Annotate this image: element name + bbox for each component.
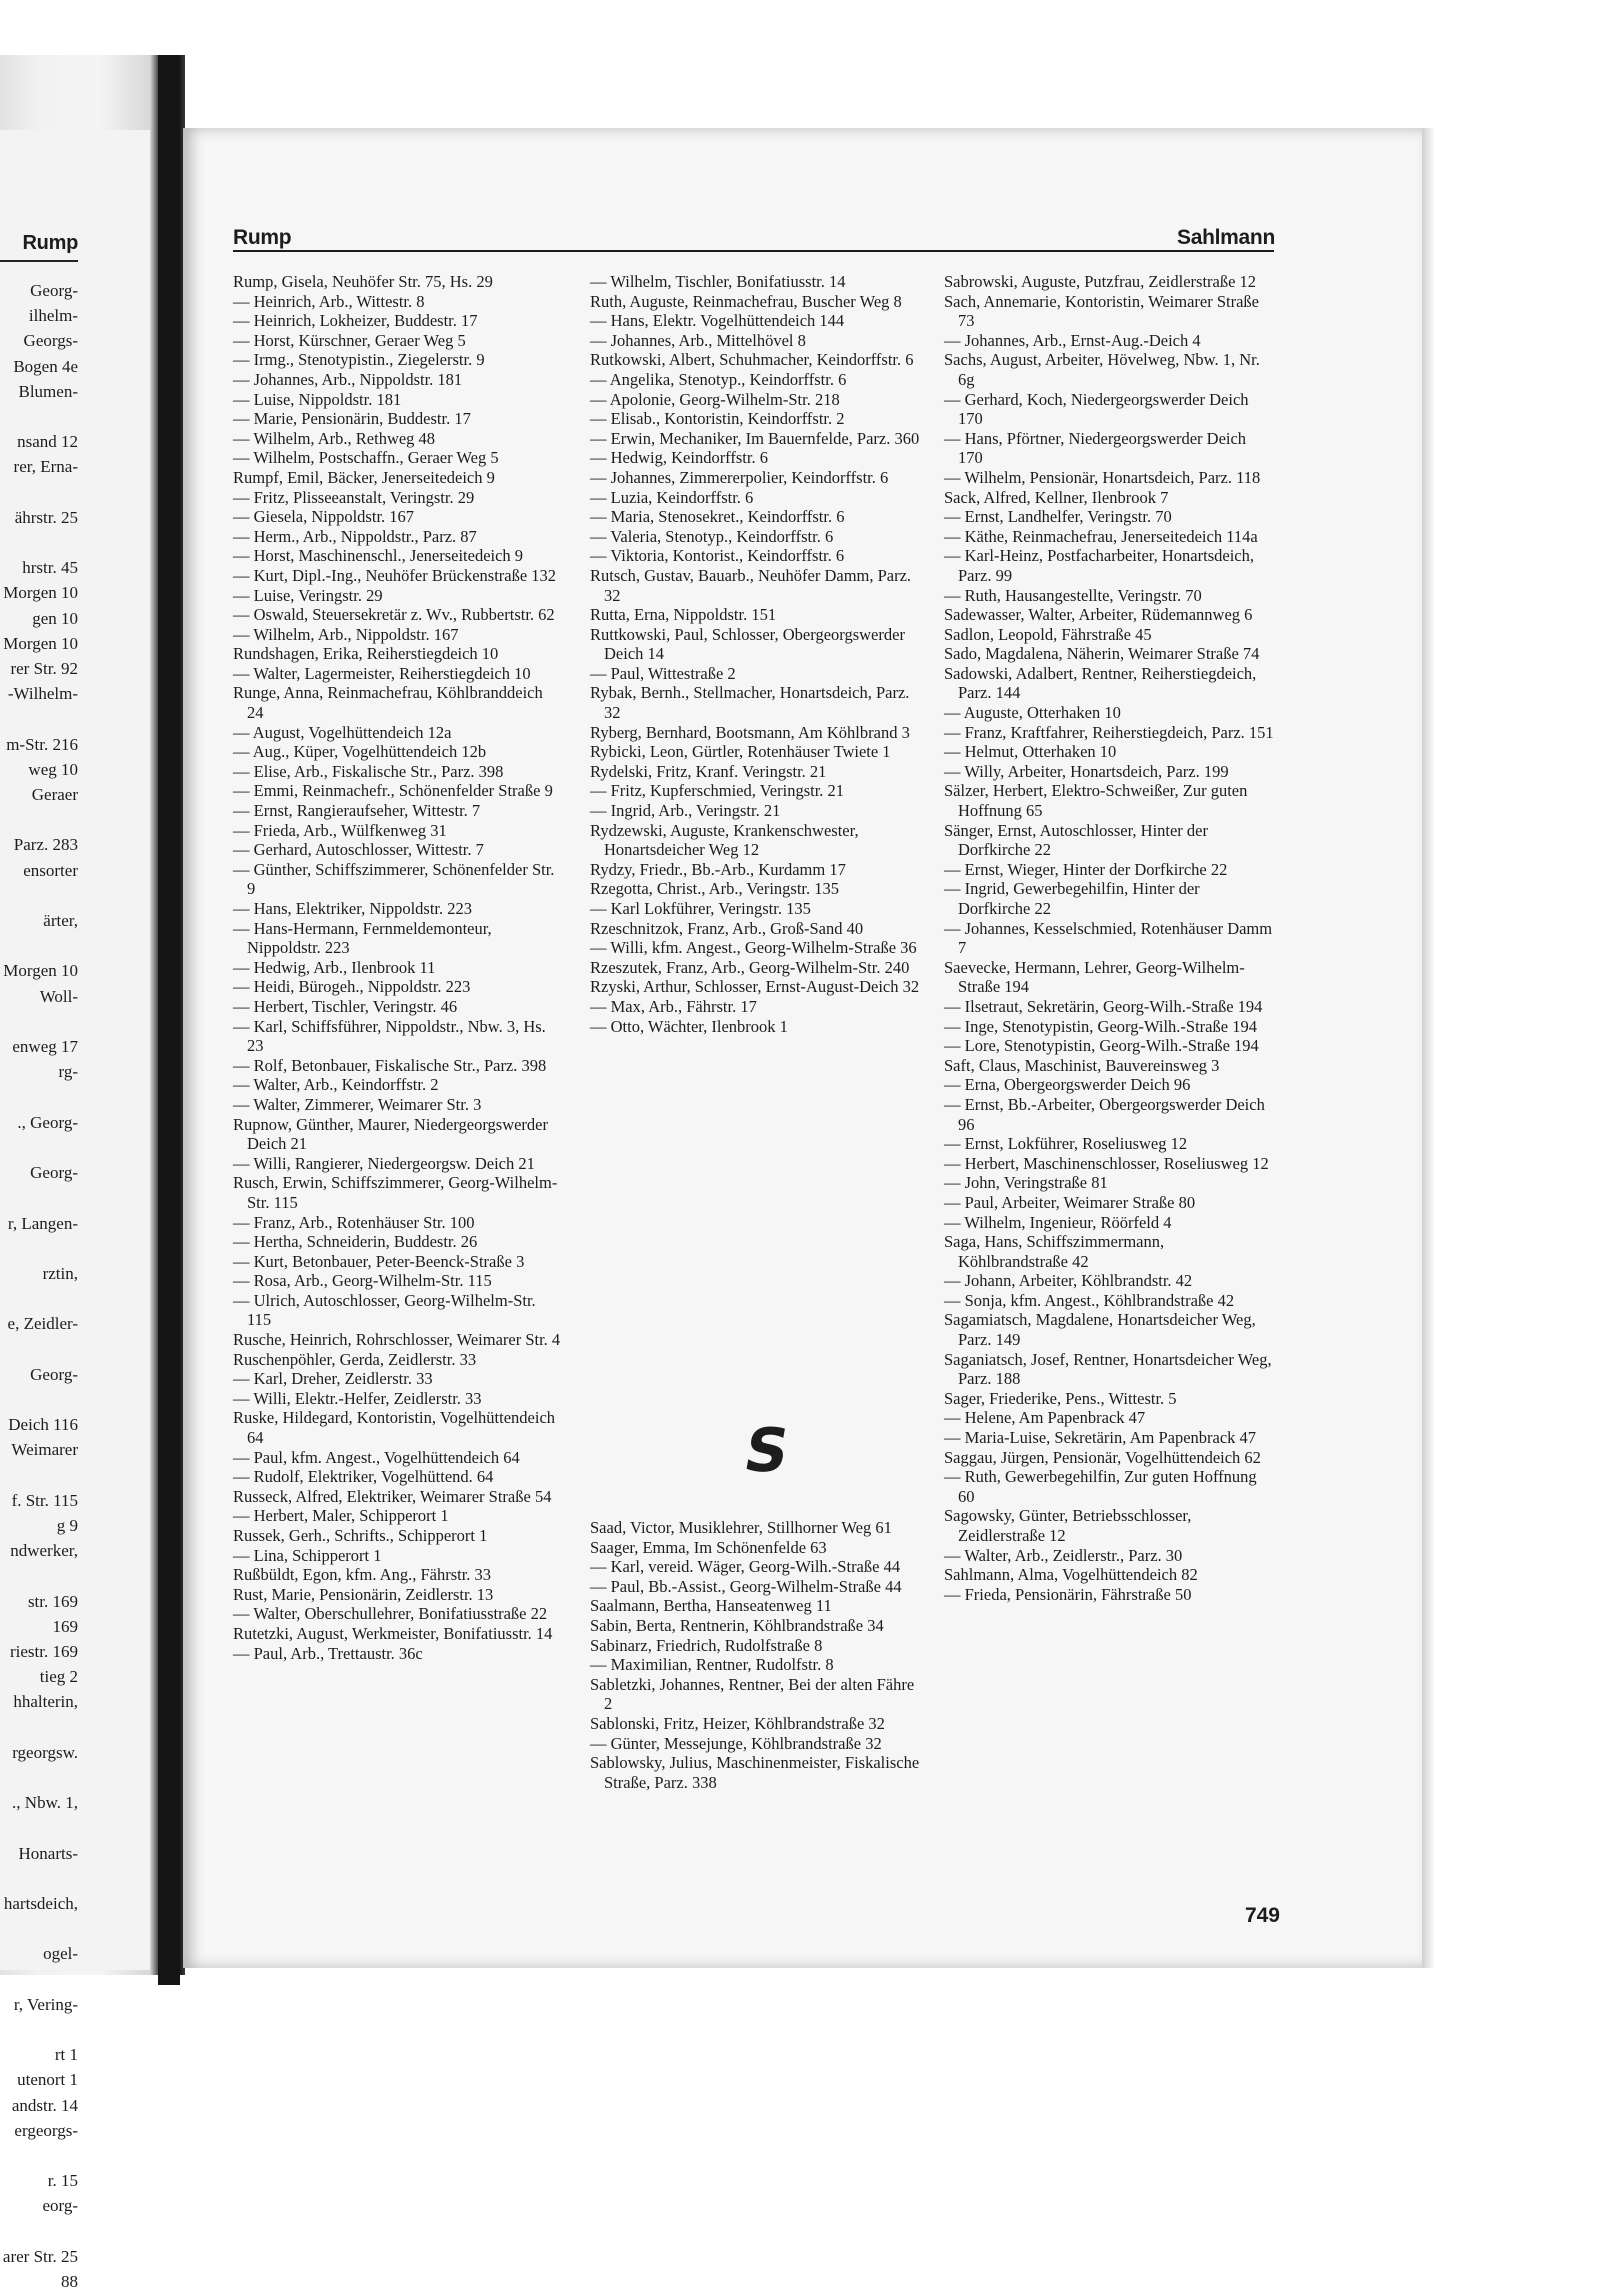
- directory-entry: — Marie, Pensionärin, Buddestr. 17: [233, 409, 471, 429]
- previous-page-line: Woll-: [39, 986, 78, 1006]
- previous-page-line: [0, 1009, 78, 1034]
- directory-entry: — Ulrich, Autoschlosser, Georg-Wilhelm-Str. 115: [233, 1290, 536, 1330]
- directory-entry: — Max, Arb., Fährstr. 17: [590, 996, 757, 1016]
- directory-entry: — Karl, Dreher, Zeidlerstr. 33: [233, 1369, 433, 1389]
- directory-entry: — Hertha, Schneiderin, Buddestr. 26: [233, 1232, 478, 1252]
- previous-page-line: rztin,: [42, 1263, 78, 1283]
- previous-page-line: ilhelm-: [28, 306, 78, 326]
- previous-page-line: utenort 1: [17, 2070, 78, 2090]
- previous-page-line: [0, 1236, 78, 1261]
- previous-page-line: ., Nbw. 1,: [12, 1793, 78, 1813]
- directory-entry: — Franz, Arb., Rotenhäuser Str. 100: [233, 1212, 475, 1232]
- directory-entry: — Helmut, Otterhaken 10: [944, 742, 1117, 762]
- directory-entry: — Hedwig, Keindorffstr. 6: [590, 448, 768, 468]
- previous-page-line: Geraer: [31, 785, 78, 805]
- directory-entry: — Fritz, Kupferschmied, Veringstr. 21: [590, 781, 845, 801]
- directory-entry: Saalmann, Bertha, Hanseatenweg 11: [590, 1596, 832, 1616]
- directory-entry: — Willy, Arbeiter, Honartsdeich, Parz. 199: [944, 761, 1229, 781]
- directory-entry: Ruschenpöhler, Gerda, Zeidlerstr. 33: [233, 1349, 477, 1369]
- previous-page-line: andstr. 14: [11, 2095, 78, 2115]
- directory-entry: — Erna, Obergeorgswerder Deich 96: [944, 1075, 1191, 1095]
- previous-page-line: enweg 17: [12, 1037, 78, 1057]
- directory-entry: Saager, Emma, Im Schönenfelde 63: [590, 1537, 827, 1557]
- previous-page-line: Bogen 4e: [13, 356, 78, 376]
- directory-entry: — Hans, Elektriker, Nippoldstr. 223: [233, 899, 473, 918]
- previous-page-line: str. 169: [27, 1591, 78, 1611]
- directory-entry: — Wilhelm, Postschaffn., Geraer Weg 5: [233, 448, 499, 468]
- previous-page-line: [0, 1715, 78, 1740]
- directory-entry: Rutkowski, Albert, Schuhmacher, Keindorffstr. 6: [590, 350, 914, 370]
- directory-entry: Sälzer, Herbert, Elektro-Schweißer, Zur guten Hoffnung 65: [944, 781, 1248, 821]
- previous-page-line: arer Str. 25: [2, 2246, 78, 2266]
- directory-entry: — Hans, Elektr. Vogelhüttendeich 144: [590, 311, 845, 331]
- page-edge: [1422, 128, 1434, 1968]
- directory-entry: — Franz, Kraftfahrer, Reiherstiegdeich, Parz. 151: [944, 722, 1274, 742]
- directory-entry: — Otto, Wächter, Ilenbrook 1: [590, 1016, 788, 1036]
- previous-page-line: rg-: [58, 1062, 78, 1082]
- directory-entry: Rzegotta, Christ., Arb., Veringstr. 135: [590, 879, 840, 899]
- directory-entry: — Irmg., Stenotypistin., Ziegelerstr. 9: [233, 350, 485, 370]
- directory-entry: Sachs, August, Arbeiter, Hövelweg, Nbw. 1, Nr. 6g: [944, 350, 1260, 389]
- directory-entry: — Emmi, Reinmachefr., Schönenfelder Straße 9: [233, 781, 553, 801]
- previous-page-line: [0, 933, 78, 958]
- directory-entry: — Ruth, Gewerbegehilfin, Zur guten Hoffnung 60: [944, 1467, 1257, 1506]
- directory-entry: — Helene, Am Papenbrack 47: [944, 1408, 1146, 1428]
- directory-entry: — Paul, Arb., Trettaustr. 36c: [233, 1643, 423, 1663]
- directory-entry: — Ernst, Wieger, Hinter der Dorfkirche 22: [944, 859, 1228, 879]
- directory-entry: — Kurt, Betonbauer, Peter-Beenck-Straße 3: [233, 1251, 525, 1271]
- directory-entry: — Karl-Heinz, Postfacharbeiter, Honartsdeich, Parz. 99: [944, 546, 1254, 585]
- previous-page-line: rer Str. 92: [10, 659, 78, 679]
- directory-entry: — Ingrid, Arb., Veringstr. 21: [590, 801, 781, 821]
- previous-page-line: ährstr. 25: [14, 507, 78, 527]
- directory-entry: — Johannes, Arb., Ernst-Aug.-Deich 4: [944, 330, 1201, 350]
- directory-entry: Rundshagen, Erika, Reiherstiegdeich 10: [233, 644, 499, 664]
- previous-page-line: gen 10: [32, 608, 78, 628]
- previous-page-line: rer, Erna-: [13, 457, 78, 477]
- directory-entry: — Ernst, Rangieraufseher, Wittestr. 7: [233, 801, 481, 821]
- directory-entry: Sado, Magdalena, Näherin, Weimarer Straße 74: [944, 644, 1260, 664]
- directory-entry: — Hans-Hermann, Fernmeldemonteur, Nippoldstr. 223: [233, 918, 492, 958]
- previous-page-line: 88: [61, 2272, 78, 2292]
- directory-entry: — Johannes, Arb., Mittelhövel 8: [590, 330, 806, 350]
- directory-entry: — Karl Lokführer, Veringstr. 135: [590, 899, 811, 918]
- directory-entry: — Lore, Stenotypistin, Georg-Wilh.-Straße 194: [944, 1036, 1259, 1056]
- previous-page-line: ., Georg-: [17, 1112, 78, 1132]
- directory-entry: — Ernst, Landhelfer, Veringstr. 70: [944, 507, 1172, 527]
- directory-entry: — Maria, Stenosekret., Keindorffstr. 6: [590, 507, 845, 527]
- directory-entry: Rydzy, Friedr., Bb.-Arb., Kurdamm 17: [590, 859, 846, 879]
- directory-entry: — Walter, Zimmerer, Weimarer Str. 3: [233, 1094, 482, 1114]
- previous-page-line: [0, 1337, 78, 1362]
- directory-entry: Ruske, Hildegard, Kontoristin, Vogelhüttendeich 64: [233, 1408, 556, 1448]
- directory-entry: — Wilhelm, Arb., Rethweg 48: [233, 428, 436, 448]
- previous-page-line: Morgen 10: [3, 583, 78, 603]
- previous-page-line: [0, 480, 78, 505]
- previous-page-line: [0, 1286, 78, 1311]
- previous-page-line: [0, 530, 78, 555]
- directory-entry: — Karl, Schiffsführer, Nippoldstr., Nbw. 3, Hs. 23: [233, 1016, 546, 1056]
- directory-entry: — Günther, Schiffszimmerer, Schönenfelder Str. 9: [233, 859, 555, 899]
- directory-entry: — Ingrid, Gewerbegehilfin, Hinter der Dorfkirche 22: [944, 879, 1200, 918]
- directory-entry: Sadlon, Leopold, Fährstraße 45: [944, 624, 1152, 644]
- directory-entry: — Rolf, Betonbauer, Fiskalische Str., Parz. 398: [233, 1055, 547, 1075]
- directory-entry: — Erwin, Mechaniker, Im Bauernfelde, Parz. 360: [590, 428, 920, 448]
- previous-page-line: [0, 2017, 78, 2042]
- directory-entry: Rutta, Erna, Nippoldstr. 151: [590, 605, 777, 625]
- directory-entry: — Walter, Lagermeister, Reiherstiegdeich 10: [233, 663, 531, 683]
- directory-entry: — Sonja, kfm. Angest., Köhlbrandstraße 42: [944, 1290, 1235, 1310]
- directory-entry: Rutetzki, August, Werkmeister, Bonifatiusstr. 14: [233, 1623, 553, 1643]
- directory-entry: Rzeschnitzok, Franz, Arb., Groß-Sand 40: [590, 918, 864, 938]
- directory-entry: — Frieda, Arb., Wülfkenweg 31: [233, 820, 447, 840]
- directory-entry: — John, Veringstraße 81: [944, 1173, 1108, 1193]
- directory-entry: — Oswald, Steuersekretär z. Wv., Rubbertstr. 62: [233, 605, 555, 625]
- directory-entry: — Wilhelm, Pensionär, Honartsdeich, Parz. 118: [944, 467, 1261, 487]
- directory-entry: Saga, Hans, Schiffszimmermann, Köhlbrandstraße 42: [944, 1232, 1165, 1271]
- previous-page-line: hartsdeich,: [3, 1894, 78, 1913]
- previous-page-line: rt 1: [54, 2045, 78, 2065]
- directory-entry: — Apolonie, Georg-Wilhelm-Str. 218: [590, 389, 840, 409]
- previous-page-line: [0, 404, 78, 429]
- directory-entry: — Heidi, Bürogeh., Nippoldstr. 223: [233, 977, 471, 997]
- directory-entry: Rump, Gisela, Neuhöfer Str. 75, Hs. 29: [233, 272, 493, 291]
- directory-entry: — Herbert, Maler, Schipperort 1: [233, 1506, 449, 1526]
- directory-entry: — Luise, Nippoldstr. 181: [233, 389, 402, 409]
- directory-entry: — Elisab., Kontoristin, Keindorffstr. 2: [590, 409, 845, 429]
- directory-entry: Rzeszutek, Franz, Arb., Georg-Wilhelm-Str. 240: [590, 957, 910, 977]
- previous-page-line: [0, 1463, 78, 1488]
- directory-entry: — Johannes, Zimmererpolier, Keindorffstr. 6: [590, 467, 889, 487]
- directory-entry: — Viktoria, Kontorist., Keindorffstr. 6: [590, 546, 845, 566]
- directory-entry: Sabrowski, Auguste, Putzfrau, Zeidlerstraße 12: [944, 272, 1257, 291]
- directory-entry: — Paul, kfm. Angest., Vogelhüttendeich 64: [233, 1447, 520, 1467]
- directory-entry: — Herbert, Maschinenschlosser, Roseliusweg 12: [944, 1153, 1269, 1173]
- previous-page-line: [0, 2143, 78, 2168]
- directory-entry: Sabletzki, Johannes, Rentner, Bei der alten Fähre 2: [590, 1674, 915, 1714]
- previous-page-line: e, Zeidler-: [7, 1314, 78, 1334]
- directory-entry: Rußbüldt, Egon, kfm. Ang., Fährstr. 33: [233, 1565, 492, 1585]
- directory-entry: Sablowsky, Julius, Maschinenmeister, Fiskalische Straße, Parz. 338: [590, 1753, 920, 1792]
- directory-entry: Sagowsky, Günter, Betriebsschlosser, Zeidlerstraße 12: [944, 1506, 1192, 1545]
- previous-page-line: Parz. 283: [13, 835, 78, 855]
- directory-entry: Rumpf, Emil, Bäcker, Jenerseitedeich 9: [233, 467, 495, 487]
- directory-entry: Saevecke, Hermann, Lehrer, Georg-Wilhelm-Straße 194: [944, 957, 1245, 997]
- directory-entry: Rydzewski, Auguste, Krankenschwester, Honartsdeicher Weg 12: [590, 820, 859, 860]
- previous-page-line: [0, 706, 78, 731]
- directory-entry: — Paul, Arbeiter, Weimarer Straße 80: [944, 1192, 1196, 1212]
- directory-entry: — Karl, vereid. Wäger, Georg-Wilh.-Straße 44: [590, 1557, 901, 1577]
- directory-entry: Sabinarz, Friedrich, Rudolfstraße 8: [590, 1635, 823, 1655]
- previous-page-line: [0, 807, 78, 832]
- previous-page-line: [0, 1765, 78, 1790]
- previous-page-line: g 9: [56, 1515, 78, 1535]
- directory-entry: — Johannes, Arb., Nippoldstr. 181: [233, 369, 463, 389]
- directory-entry: — Lina, Schipperort 1: [233, 1545, 382, 1565]
- header-rule: [233, 250, 1274, 252]
- previous-page-line: hrstr. 45: [22, 558, 78, 578]
- directory-entry: Rupnow, Günther, Maurer, Niedergeorgswerder Deich 21: [233, 1114, 548, 1154]
- directory-entry: — Willi, Elektr.-Helfer, Zeidlerstr. 33: [233, 1388, 482, 1408]
- directory-entry: — Walter, Arb., Zeidlerstr., Parz. 30: [944, 1545, 1183, 1565]
- directory-entry: Sablonski, Fritz, Heizer, Köhlbrandstraße 32: [590, 1713, 885, 1733]
- directory-entry: — Günter, Messejunge, Köhlbrandstraße 32: [590, 1733, 882, 1753]
- directory-entry: — Inge, Stenotypistin, Georg-Wilh.-Straße 194: [944, 1016, 1257, 1036]
- directory-entry: — Giesela, Nippoldstr. 167: [233, 507, 415, 527]
- directory-entry: — Johannes, Kesselschmied, Rotenhäuser Damm 7: [944, 918, 1273, 958]
- column-2: [590, 272, 920, 1036]
- directory-entry: — Valeria, Stenotyp., Keindorffstr. 6: [590, 526, 834, 546]
- previous-page-line: [0, 2219, 78, 2244]
- directory-entry: — Wilhelm, Arb., Nippoldstr. 167: [233, 624, 459, 644]
- directory-entry: Sach, Annemarie, Kontoristin, Weimarer Straße 73: [944, 291, 1259, 331]
- previous-page-line: ndwerker,: [10, 1541, 78, 1561]
- previous-page-fragment: [0, 130, 150, 2292]
- directory-entry: — Willi, Rangierer, Niedergeorgsw. Deich 21: [233, 1153, 535, 1173]
- previous-page-line: [0, 1866, 78, 1891]
- previous-page-line: -Wilhelm-: [7, 684, 78, 704]
- previous-page-line: Weimarer: [11, 1440, 78, 1460]
- previous-page-line: 169: [52, 1616, 78, 1636]
- directory-entry: Rybicki, Leon, Gürtler, Rotenhäuser Twiete 1: [590, 742, 891, 762]
- directory-entry: Sack, Alfred, Kellner, Ilenbrook 7: [944, 487, 1169, 507]
- directory-entry: — Ernst, Lokführer, Roseliusweg 12: [944, 1134, 1188, 1154]
- book-gutter: [158, 55, 180, 1985]
- column-1: [233, 272, 563, 1663]
- directory-entry: Ruttkowski, Paul, Schlosser, Obergeorgswerder Deich 14: [590, 624, 905, 664]
- column-2-section-s: [590, 1518, 920, 1792]
- previous-page-line: nsand 12: [17, 432, 78, 452]
- previous-page-line: Georg-: [30, 1163, 78, 1183]
- directory-entry: — Frieda, Pensionärin, Fährstraße 50: [944, 1584, 1192, 1604]
- section-letter: S: [738, 1416, 795, 1486]
- previous-page-header: Rump: [22, 232, 78, 254]
- directory-entry: — Kurt, Dipl.-Ing., Neuhöfer Brückenstraße 132: [233, 565, 557, 585]
- directory-entry: Sadowski, Adalbert, Rentner, Reiherstiegdeich, Parz. 144: [944, 663, 1257, 703]
- directory-entry: Russek, Gerh., Schrifts., Schipperort 1: [233, 1526, 488, 1545]
- previous-page-line: ärter,: [43, 911, 78, 931]
- directory-entry: Rust, Marie, Pensionärin, Zeidlerstr. 13: [233, 1584, 494, 1604]
- directory-entry: Rzyski, Arthur, Schlosser, Ernst-August-Deich 32: [590, 977, 920, 997]
- previous-page-line: [0, 1387, 78, 1412]
- directory-entry: — Gerhard, Autoschlosser, Wittestr. 7: [233, 840, 484, 860]
- directory-entry: — Aug., Küper, Vogelhüttendeich 12b: [233, 742, 487, 762]
- previous-page-line: ogel-: [43, 1944, 78, 1964]
- directory-entry: — Angelika, Stenotyp., Keindorffstr. 6: [590, 369, 847, 389]
- directory-entry: Saggau, Jürgen, Pensionär, Vogelhüttendeich 62: [944, 1447, 1261, 1467]
- previous-page-line: ensorter: [23, 860, 78, 880]
- directory-entry: — Herbert, Tischler, Veringstr. 46: [233, 996, 458, 1016]
- directory-entry: — Walter, Oberschullehrer, Bonifatiusstraße 22: [233, 1604, 548, 1624]
- directory-entry: — Heinrich, Arb., Wittestr. 8: [233, 291, 425, 311]
- directory-entry: — Ruth, Hausangestellte, Veringstr. 70: [944, 585, 1202, 605]
- directory-entry: Sahlmann, Alma, Vogelhüttendeich 82: [944, 1565, 1198, 1585]
- directory-entry: — Johann, Arbeiter, Köhlbrandstr. 42: [944, 1271, 1193, 1291]
- directory-entry: Rutsch, Gustav, Bauarb., Neuhöfer Damm, Parz. 32: [590, 565, 912, 605]
- previous-page-line: [0, 1085, 78, 1110]
- directory-entry: — Willi, kfm. Angest., Georg-Wilhelm-Straße 36: [590, 938, 917, 958]
- previous-page-line: weg 10: [28, 759, 78, 779]
- previous-page-text: [0, 278, 78, 2294]
- directory-entry: — Fritz, Plisseeanstalt, Veringstr. 29: [233, 487, 475, 507]
- directory-entry: Rusche, Heinrich, Rohrschlosser, Weimarer Str. 4: [233, 1330, 561, 1350]
- directory-entry: Saft, Claus, Maschinist, Bauvereinsweg 3: [944, 1055, 1220, 1075]
- directory-entry: — Rudolf, Elektriker, Vogelhüttend. 64: [233, 1467, 494, 1487]
- running-header-left: Rump: [233, 226, 292, 249]
- directory-entry: — Paul, Bb.-Assist., Georg-Wilhelm-Straße 44: [590, 1576, 902, 1596]
- directory-entry: — Rosa, Arb., Georg-Wilhelm-Str. 115: [233, 1271, 492, 1291]
- previous-page-line: Morgen 10: [3, 633, 78, 653]
- previous-page-line: hhalterin,: [13, 1692, 78, 1712]
- previous-page-line: Honarts-: [18, 1843, 78, 1863]
- directory-entry: — Hans, Pförtner, Niedergeorgswerder Deich 170: [944, 428, 1247, 468]
- directory-entry: — Horst, Kürschner, Geraer Weg 5: [233, 330, 466, 350]
- directory-entry: Russeck, Alfred, Elektriker, Weimarer Straße 54: [233, 1486, 552, 1506]
- previous-page-line: m-Str. 216: [6, 734, 78, 754]
- previous-page-line: r, Vering-: [13, 1994, 78, 2014]
- previous-page-line: Blumen-: [18, 381, 78, 401]
- previous-page-line: [0, 1185, 78, 1210]
- directory-entry: — Gerhard, Koch, Niedergeorgswerder Deich 170: [944, 389, 1249, 429]
- directory-entry: Rydelski, Fritz, Kranf. Veringstr. 21: [590, 761, 827, 781]
- directory-entry: — Walter, Arb., Keindorffstr. 2: [233, 1075, 439, 1095]
- directory-entry: — Ernst, Bb.-Arbeiter, Obergeorgswerder Deich 96: [944, 1094, 1265, 1134]
- previous-page-line: Georg-: [30, 1364, 78, 1384]
- directory-entry: — Wilhelm, Ingenieur, Röörfeld 4: [944, 1212, 1172, 1232]
- directory-entry: Sager, Friederike, Pens., Wittestr. 5: [944, 1388, 1177, 1408]
- running-header-right: Sahlmann: [1177, 226, 1275, 249]
- directory-entry: — Elise, Arb., Fiskalische Str., Parz. 398: [233, 761, 504, 781]
- directory-entry: — Herm., Arb., Nippoldstr., Parz. 87: [233, 526, 477, 546]
- previous-page-line: f. Str. 115: [11, 1490, 78, 1510]
- directory-entry: Sabin, Berta, Rentnerin, Köhlbrandstraße 34: [590, 1615, 884, 1635]
- page-number: 749: [1244, 1904, 1280, 1927]
- previous-page-line: rgeorgsw.: [12, 1742, 78, 1762]
- previous-page-line: r. 15: [47, 2171, 78, 2191]
- directory-entry: — Hedwig, Arb., Ilenbrook 11: [233, 957, 436, 977]
- previous-page-line: Morgen 10: [3, 961, 78, 981]
- previous-page-line: Deich 116: [8, 1415, 78, 1435]
- directory-entry: Runge, Anna, Reinmachefrau, Köhlbranddeich 24: [233, 683, 543, 723]
- previous-page-line: [0, 1563, 78, 1588]
- previous-page-line: [0, 1815, 78, 1840]
- directory-entry: — Maria-Luise, Sekretärin, Am Papenbrack 47: [944, 1428, 1257, 1448]
- directory-entry: Rybak, Bernh., Stellmacher, Honartsdeich, Parz. 32: [590, 683, 910, 723]
- previous-page-line: [0, 1135, 78, 1160]
- previous-page-line: eorg-: [42, 2196, 78, 2216]
- directory-entry: — Maximilian, Rentner, Rudolfstr. 8: [590, 1655, 834, 1675]
- directory-entry: Sagamiatsch, Magdalene, Honartsdeicher Weg, Parz. 149: [944, 1310, 1256, 1350]
- directory-entry: Sänger, Ernst, Autoschlosser, Hinter der Dorfkirche 22: [944, 820, 1208, 860]
- directory-entry: — Luzia, Keindorffstr. 6: [590, 487, 754, 507]
- previous-page-line: [0, 1967, 78, 1992]
- previous-page-line: [0, 883, 78, 908]
- previous-page-line: [0, 1916, 78, 1941]
- directory-entry: — Ilsetraut, Sekretärin, Georg-Wilh.-Straße 194: [944, 996, 1263, 1016]
- previous-page-line: tieg 2: [39, 1667, 78, 1687]
- directory-entry: Ruth, Auguste, Reinmachefrau, Buscher Weg 8: [590, 291, 902, 311]
- directory-entry: Rusch, Erwin, Schiffszimmerer, Georg-Wilhelm-Str. 115: [233, 1173, 558, 1212]
- directory-entry: Sadewasser, Walter, Arbeiter, Rüdemannweg 6: [944, 605, 1253, 625]
- directory-entry: Saad, Victor, Musiklehrer, Stillhorner Weg 61: [590, 1518, 892, 1537]
- previous-page-line: r, Langen-: [7, 1213, 78, 1233]
- directory-entry: — Horst, Maschinenschl., Jenerseitedeich 9: [233, 546, 524, 566]
- column-3: [944, 272, 1274, 1604]
- directory-entry: — Paul, Wittestraße 2: [590, 663, 736, 683]
- directory-entry: — Auguste, Otterhaken 10: [944, 703, 1121, 723]
- previous-page-line: ergeorgs-: [14, 2120, 78, 2140]
- directory-entry: Ryberg, Bernhard, Bootsmann, Am Köhlbrand 3: [590, 722, 910, 742]
- previous-page-line: Georgs-: [23, 331, 78, 351]
- previous-page-rule: [0, 260, 78, 262]
- directory-entry: — Heinrich, Lokheizer, Buddestr. 17: [233, 311, 478, 331]
- directory-entry: Saganiatsch, Josef, Rentner, Honartsdeicher Weg, Parz. 188: [944, 1349, 1272, 1389]
- directory-entry: — Luise, Veringstr. 29: [233, 585, 383, 605]
- directory-entry: — August, Vogelhüttendeich 12a: [233, 722, 452, 742]
- previous-page-line: riestr. 169: [10, 1641, 78, 1661]
- directory-entry: — Käthe, Reinmachefrau, Jenerseitedeich 114a: [944, 526, 1258, 546]
- previous-page-line: Georg-: [30, 281, 78, 300]
- directory-entry: — Wilhelm, Tischler, Bonifatiusstr. 14: [590, 272, 846, 291]
